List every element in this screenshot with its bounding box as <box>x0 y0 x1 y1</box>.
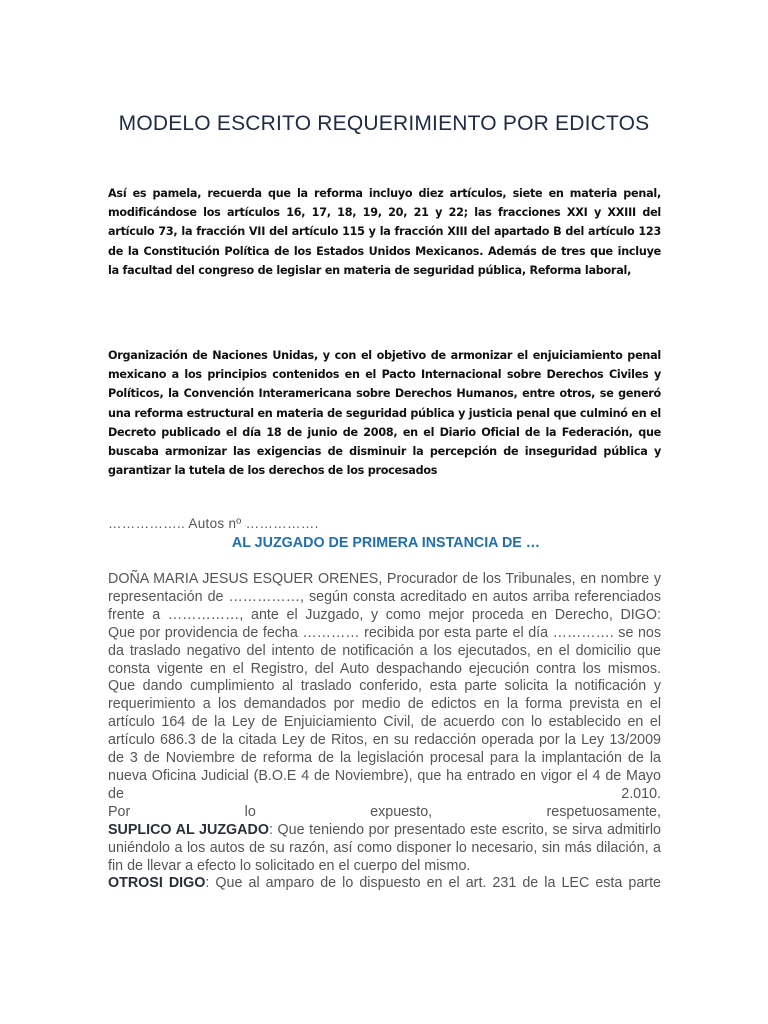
mismos-label: mismos. <box>607 660 661 677</box>
otrosi-text: : Que al amparo de lo dispuesto en el art. 231 de la LEC esta parte <box>205 875 661 892</box>
autos-reference: …………….. Autos nº ……………. <box>108 516 319 531</box>
intro-paragraph <box>108 571 661 625</box>
digo-label: DIGO: <box>620 606 661 623</box>
suplico-paragraph <box>108 822 661 876</box>
writ-body <box>108 571 661 893</box>
suplico-label: SUPLICO AL JUZGADO <box>108 821 269 838</box>
otrosi-paragraph <box>108 875 661 893</box>
court-heading: AL JUZGADO DE PRIMERA INSTANCIA DE … <box>231 535 541 551</box>
providencia-paragraph <box>108 625 661 679</box>
intro-text: DOÑA MARIA JESUS ESQUER ORENES, Procurador de los Tribunales, en nombre y representación de ……………, según consta acreditado en autos arriba referenciados frente a ……………, ante el Juzgado, y como mejor proceda en Derecho, <box>108 571 661 623</box>
solicitud-paragraph: Que dando cumplimiento al traslado conferido, esta parte solicita la notificación y requerimiento a los demandados por medio de edictos en la forma prevista en el artículo 164 de la Ley de Enjuiciamiento Civil, de acuerdo con lo establecido en el artículo 686.3 de la citada Ley de Ritos, en su redacción operada por la Ley 13/2009 de 3 de Noviembre de reforma de la legislación procesal para la implantación de la nueva Oficina Judicial (B.O.E 4 de Noviembre), que ha entrado en vigor el 4 de Mayo de 2.010. <box>108 678 661 802</box>
suplico-text: : Que teniendo por presentado este escrito, se sirva admitirlo uniéndolo a los autos de su razón, así como disponer lo necesario, sin más dilación, a fin de llevar a efecto lo solicitado en el cuerpo del mismo. <box>108 821 661 874</box>
paragraph-reform: Así es pamela, recuerda que la reforma incluyo diez artículos, siete en materia penal, modificándose los artículos 16, 17, 18, 19, 20, 21 y 22; las fracciones XXI y XXIII del artículo 73, la fracción VII del artículo 115 y la fracción XIII del apartado B del artículo 123 de la Constitución Política de los Estados Unidos Mexicanos. Además de tres que incluye la facultad del congreso de legislar en materia de seguridad pública, Reforma laboral, <box>108 187 661 277</box>
expuesto-paragraph: Por lo expuesto, respetuosamente, <box>108 803 661 820</box>
providencia-text: Que por providencia de fecha ………… recibida por esta parte el día …………. se nos da traslado negativo del intento de notificación a los ejecutados, en el domicilio que consta vigente en el Registro, del Auto despachando ejecución contra los <box>108 624 661 677</box>
document-title: MODELO ESCRITO REQUERIMIENTO POR EDICTOS <box>118 112 650 135</box>
paragraph-onu: Organización de Naciones Unidas, y con el objetivo de armonizar el enjuiciamiento penal mexicano a los principios contenidos en el Pacto Internacional sobre Derechos Civiles y Políticos, la Convención Interamericana sobre Derechos Humanos, entre otros, se generó una reforma estructural en materia de seguridad pública y justicia penal que culminó en el Decreto publicado el día 18 de junio de 2008, en el Diario Oficial de la Federación, que buscaba armonizar las exigencias de disminuir la percepción de inseguridad pública y garantizar la tutela de los derechos de los procesados <box>108 349 661 478</box>
otrosi-label: OTROSI DIGO <box>108 875 206 892</box>
